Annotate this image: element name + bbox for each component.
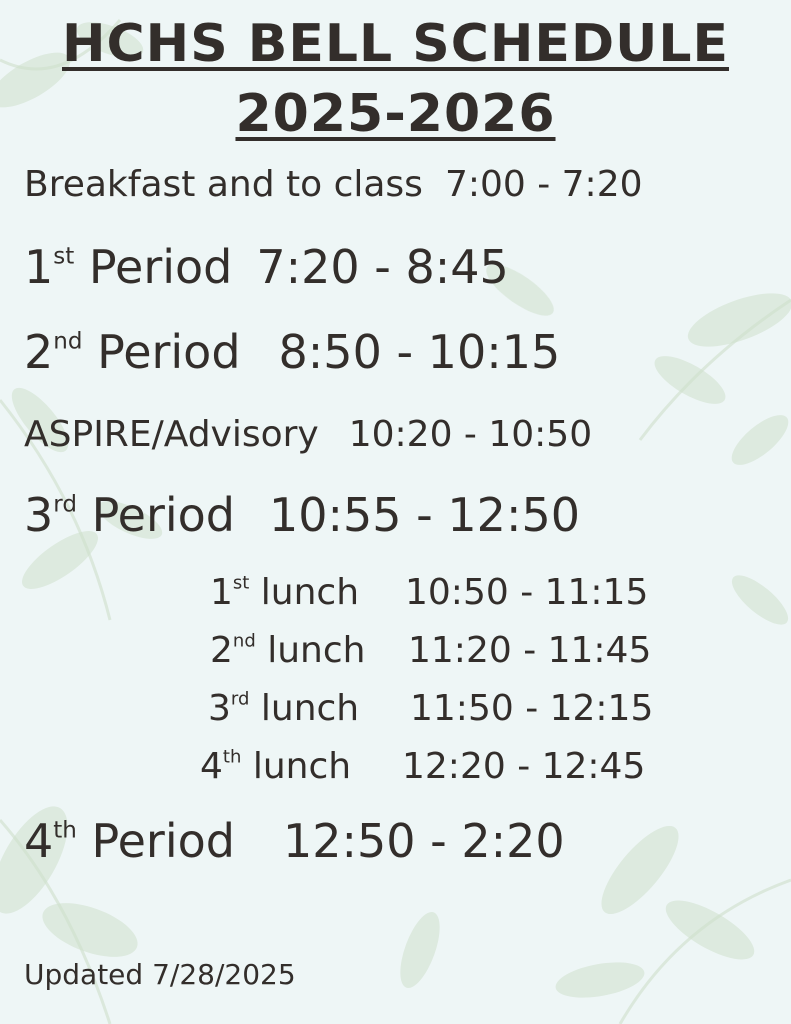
lunch-4-label — [200, 746, 351, 787]
period-4-label — [24, 814, 235, 868]
period-1-row — [24, 240, 509, 294]
lunch-2-number: 2 — [210, 630, 233, 671]
lunch-4-row — [200, 746, 646, 787]
period-3-number: 3 — [24, 488, 54, 542]
lunch-3-number: 3 — [208, 688, 231, 729]
page-title: HCHS BELL SCHEDULE — [62, 14, 729, 74]
period-4-time: 12:50 - 2:20 — [282, 814, 565, 868]
aspire-time: 10:20 - 10:50 — [348, 414, 593, 455]
period-4-row — [24, 814, 565, 868]
lunch-1-row — [210, 572, 649, 613]
lunch-3-time: 11:50 - 12:15 — [410, 688, 654, 729]
lunch-3-row — [208, 688, 654, 729]
period-3-suffix: rd — [53, 491, 77, 518]
lunch-2-word: lunch — [267, 630, 366, 671]
period-1-label — [24, 240, 232, 294]
lunch-4-number: 4 — [200, 746, 223, 787]
lunch-4-time: 12:20 - 12:45 — [402, 746, 646, 787]
lunch-3-label — [208, 688, 359, 729]
updated-date: Updated 7/28/2025 — [24, 958, 296, 991]
lunch-2-suffix: nd — [232, 630, 256, 652]
breakfast-time: 7:00 - 7:20 — [444, 164, 643, 205]
period-3-word: Period — [91, 488, 235, 542]
school-year-title: 2025-2026 — [235, 84, 556, 144]
lunch-4-word: lunch — [252, 746, 352, 787]
lunch-2-label — [210, 630, 365, 671]
period-2-time: 8:50 - 10:15 — [278, 325, 561, 379]
period-2-number: 2 — [24, 325, 54, 379]
period-2-row — [24, 325, 560, 379]
period-1-number: 1 — [24, 240, 54, 294]
period-3-time: 10:55 - 12:50 — [269, 488, 580, 542]
period-4-number: 4 — [24, 814, 54, 868]
lunch-3-suffix: rd — [230, 688, 250, 710]
period-3-label — [24, 488, 235, 542]
lunch-1-number: 1 — [210, 572, 233, 613]
period-2-suffix: nd — [53, 328, 83, 355]
period-3-row — [24, 488, 580, 542]
period-2-word: Period — [97, 325, 241, 379]
lunch-3-word: lunch — [260, 688, 360, 729]
period-1-time: 7:20 - 8:45 — [256, 240, 509, 294]
period-1-word: Period — [88, 240, 233, 294]
breakfast-label: Breakfast and to class — [24, 164, 423, 205]
period-1-suffix: st — [53, 243, 75, 270]
aspire-label: ASPIRE/Advisory — [24, 414, 319, 455]
lunch-1-time: 10:50 - 11:15 — [405, 572, 649, 613]
aspire-row — [24, 414, 592, 455]
lunch-4-suffix: th — [222, 746, 242, 768]
lunch-1-suffix: st — [232, 572, 250, 594]
period-2-label — [24, 325, 241, 379]
period-4-word: Period — [91, 814, 235, 868]
lunch-1-label — [210, 572, 359, 613]
lunch-2-time: 11:20 - 11:45 — [408, 630, 652, 671]
lunch-2-row — [210, 630, 652, 671]
lunch-1-word: lunch — [260, 572, 360, 613]
breakfast-row — [24, 164, 643, 205]
period-4-suffix: th — [53, 817, 77, 844]
